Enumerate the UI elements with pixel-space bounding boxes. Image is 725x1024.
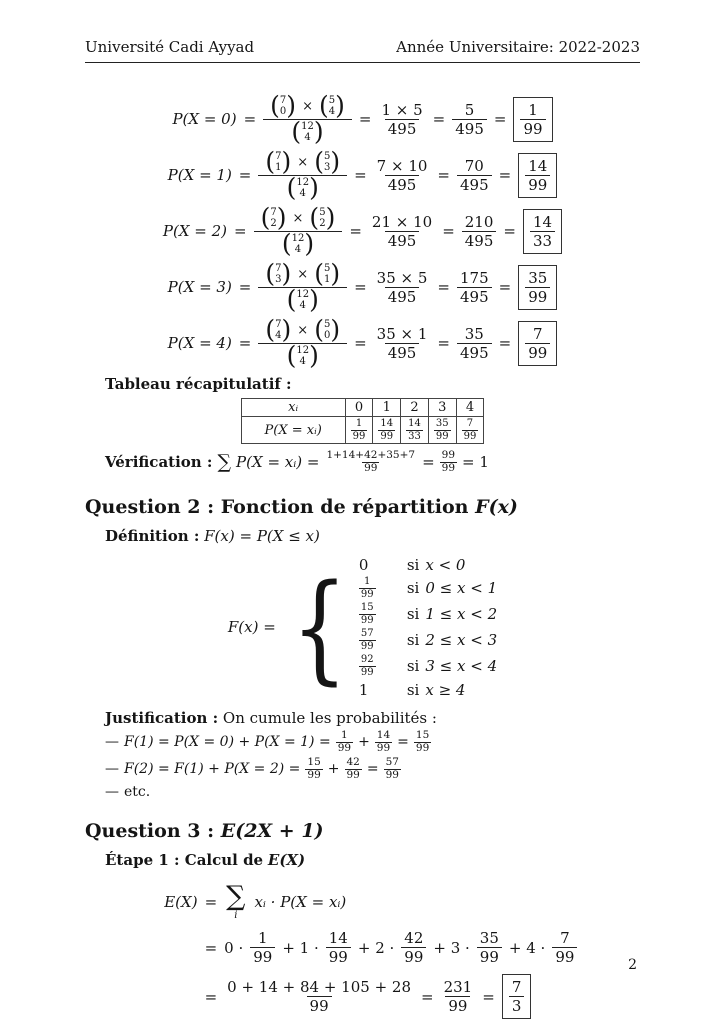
left-paren: ( (265, 315, 276, 344)
justification-section (105, 709, 640, 800)
question3-title: Question 3 : E(2X + 1) (85, 820, 324, 843)
table-cell: 3 (428, 399, 456, 417)
binom-bottom: 4 (304, 132, 311, 143)
binom-bottom: 4 (299, 356, 306, 367)
binom-top: 7 (275, 150, 282, 162)
right-paren: ) (325, 203, 336, 232)
dash-bullet: — (105, 784, 119, 801)
equation-lhs: P(X = 0) (172, 110, 237, 128)
equals-sign: = (204, 893, 218, 912)
justification-label: Justification : (105, 709, 219, 728)
left-paren: ( (286, 173, 297, 202)
equals-sign: = (493, 110, 507, 128)
binomial-coefficient (291, 117, 324, 146)
left-paren: ( (318, 91, 329, 120)
verification-fraction: $\frac{1+14+42+35+7}{99}$ (326, 449, 416, 474)
equals-sign: = (432, 110, 446, 128)
binomial-coefficient (286, 341, 319, 370)
times-sign: × (297, 322, 309, 338)
binom-top: 5 (328, 94, 336, 106)
binomial-coefficient (260, 203, 287, 232)
binom-top: 5 (323, 318, 331, 330)
table-cell: 2 (401, 399, 429, 417)
binomial-coefficient (286, 285, 319, 314)
answer-fraction: $\frac{14}{99}$ (525, 157, 550, 194)
academic-year: Année Universitaire: 2022-2023 (396, 38, 640, 56)
table-cell: $\frac{7}{99}$ (456, 417, 484, 444)
right-paren: ) (313, 117, 324, 146)
table-cell: 4 (456, 399, 484, 417)
reduced-fraction: $\frac{210}{495}$ (462, 213, 497, 250)
table-row-label: P(X = xᵢ) (241, 417, 345, 444)
equals-sign: = (238, 166, 252, 184)
equation-lhs: P(X = 4) (167, 334, 232, 352)
question2-title: Question 2 : Fonction de répartition F(x) (85, 496, 518, 519)
times-sign: × (297, 154, 309, 170)
table-header-xi: xᵢ (241, 399, 345, 417)
binomial-coefficient (318, 91, 345, 120)
equals-sign: = (354, 334, 367, 352)
times-sign: × (302, 98, 313, 114)
answer-fraction: $\frac{7}{99}$ (525, 325, 550, 362)
etape1-math: E(X) (267, 851, 306, 870)
boxed-answer (518, 153, 557, 198)
piecewise-row: $\frac{57}{99}$ si 2 ≤ x < 3 (360, 628, 498, 652)
binom-bottom: 3 (275, 274, 282, 285)
binom-top: 12 (296, 344, 310, 356)
times-sign: × (297, 266, 309, 282)
table-cell: $\frac{1}{99}$ (345, 417, 373, 444)
verification-line (105, 450, 640, 474)
binom-bottom: 3 (323, 162, 331, 173)
equals-sign: = (243, 110, 257, 128)
equals-sign: = (354, 278, 367, 296)
equals-sign: = (421, 987, 434, 1006)
right-paren: ) (286, 91, 297, 120)
verification-label: Vérification : (105, 453, 213, 472)
probability-equation (85, 91, 640, 147)
sum-symbol: ∑ (217, 451, 232, 474)
piecewise-row: $\frac{92}{99}$ si 3 ≤ x < 4 (360, 654, 498, 678)
left-paren: ( (309, 203, 320, 232)
justification-item: — F(2) = F(1) + P(X = 2) = $\frac{15}{99}$ + $\frac{42}{99}$ = $\frac{57}{99}$ (105, 756, 399, 781)
institution-name: Université Cadi Ayyad (85, 38, 255, 56)
left-paren: ( (291, 117, 302, 146)
expectation-line2: = 0 · $\frac{1}{99}$ + 1 · $\frac{14}{99}$ + 2 · $\frac{42}{99}$ + 3 · $\frac{35}{99}$ + 4 · $\frac{7}{99}$ (148, 929, 578, 966)
table-cell: $\frac{14}{99}$ (373, 417, 401, 444)
binomial-coefficient (314, 259, 341, 288)
product-fraction: $\frac{7 \times 10}{495}$ (376, 156, 428, 194)
product-fraction: $\frac{21 \times 10}{495}$ (371, 212, 433, 250)
binomial-fraction (263, 91, 352, 146)
binomial-coefficient (309, 203, 336, 232)
equals-sign: = (234, 222, 247, 240)
justification-item: — F(1) = P(X = 0) + P(X = 1) = $\frac{1}{99}$ + $\frac{14}{99}$ = $\frac{15}{99}$ (105, 729, 430, 754)
table-cell: $\frac{35}{99}$ (428, 417, 456, 444)
verification-expression: P(X = xᵢ) = (236, 453, 320, 472)
binom-top: 12 (301, 120, 314, 132)
probability-equation (85, 203, 640, 259)
table-probability-row (241, 417, 484, 444)
question2-title-math: F(x) (475, 496, 518, 519)
etape1-line (105, 851, 640, 869)
binom-bottom: 2 (319, 218, 326, 229)
equation-lhs: P(X = 2) (162, 222, 228, 240)
sum-symbol: ∑ i (226, 881, 246, 922)
equals-sign: = (358, 110, 372, 128)
left-paren: ( (260, 203, 271, 232)
binomial-coefficient (265, 315, 292, 344)
page-number: 2 (628, 957, 637, 973)
definition-math: F(x) = P(X ≤ x) (204, 527, 320, 546)
reduced-fraction: $\frac{231}{99}$ (443, 978, 473, 1016)
right-paren: ) (281, 259, 292, 288)
verification-result: = 1 (462, 453, 489, 472)
right-paren: ) (330, 147, 341, 176)
left-paren: ( (286, 285, 297, 314)
definition-line (105, 527, 640, 545)
definition-label: Définition : (105, 527, 200, 546)
binomial-coefficient (314, 315, 341, 344)
verification-fraction: $\frac{99}{99}$ (441, 449, 456, 474)
binom-top: 5 (323, 150, 331, 162)
equation-lhs: P(X = 3) (167, 278, 232, 296)
etape1-label: Étape 1 : Calcul de (105, 851, 264, 870)
left-paren: ( (281, 229, 292, 258)
probability-equations-section (85, 91, 640, 371)
boxed-answer (523, 209, 562, 254)
equals-sign: = (437, 334, 450, 352)
equals-sign: = (422, 453, 435, 472)
binomial-fraction (258, 315, 347, 370)
left-paren: ( (314, 147, 324, 176)
piecewise-row: 1 si x ≥ 4 (358, 680, 466, 699)
sum-fraction: $\frac{0 + 14 + 84 + 105 + 28}{99}$ (227, 978, 412, 1016)
right-paren: ) (281, 147, 292, 176)
question3-title-math: E(2X + 1) (220, 820, 324, 843)
binom-top: 5 (323, 262, 331, 274)
probability-equation (85, 315, 640, 371)
binom-top: 7 (275, 262, 282, 274)
piecewise-lhs: F(x) = (227, 618, 276, 637)
equals-sign: = (442, 222, 455, 240)
equation-lhs: P(X = 1) (167, 166, 232, 184)
right-paren: ) (309, 173, 319, 202)
equals-sign: = (238, 334, 252, 352)
binom-bottom: 1 (275, 162, 282, 173)
boxed-answer (513, 97, 552, 142)
expectation-line1 (148, 883, 578, 921)
equals-sign: = (238, 278, 252, 296)
equals-sign: = (437, 166, 450, 184)
binom-top: 7 (270, 206, 277, 218)
right-paren: ) (281, 315, 292, 344)
binomial-coefficient (265, 259, 292, 288)
equals-sign: = (204, 987, 218, 1006)
equals-sign: = (437, 278, 450, 296)
equals-sign: = (349, 222, 362, 240)
binom-top: 12 (296, 288, 310, 300)
answer-fraction: $\frac{35}{99}$ (525, 269, 550, 306)
binom-top: 5 (319, 206, 326, 218)
reduced-fraction: $\frac{35}{495}$ (457, 325, 492, 362)
left-paren: ( (270, 91, 280, 120)
equals-sign: = (204, 938, 218, 957)
binom-top: 7 (275, 318, 282, 330)
table-cell: 1 (373, 399, 401, 417)
binomial-coefficient (314, 147, 341, 176)
binom-bottom: 0 (279, 106, 287, 117)
summary-table (241, 398, 485, 444)
left-paren: ( (265, 147, 276, 176)
equals-sign: = (482, 987, 495, 1006)
equals-sign: = (498, 334, 512, 352)
binom-bottom: 4 (299, 188, 306, 199)
right-paren: ) (335, 91, 345, 120)
boxed-answer: $\frac{7}{3}$ (502, 974, 532, 1019)
left-paren: ( (265, 259, 276, 288)
binom-top: 12 (291, 232, 305, 244)
reduced-fraction: $\frac{70}{495}$ (457, 157, 492, 194)
answer-fraction: $\frac{1}{99}$ (520, 101, 545, 138)
expectation-line3 (148, 974, 578, 1019)
dash-bullet: — (105, 761, 119, 778)
probability-equation (85, 259, 640, 315)
binom-top: 12 (296, 176, 310, 188)
probability-equation (85, 147, 640, 203)
binomial-coefficient (286, 173, 319, 202)
piecewise-rows (359, 555, 497, 699)
equals-sign: = (503, 222, 516, 240)
piecewise-row: 0 si x < 0 (358, 555, 466, 574)
binomial-coefficient (270, 91, 297, 120)
left-paren: ( (314, 315, 324, 344)
times-sign: × (292, 210, 304, 226)
piecewise-row: $\frac{1}{99}$ si 0 ≤ x < 1 (360, 576, 498, 600)
boxed-answer (518, 321, 557, 366)
expectation-block (148, 883, 578, 1019)
table-cell: 0 (345, 399, 373, 417)
right-paren: ) (330, 259, 341, 288)
piecewise-function: F(x) = { 0 si x < 0 $\frac{1}{99}$ si 0 ≤ x < 1 $\frac{15}{99}$ si 1 ≤ x < 2 $\frac{57}{99}$ si 2 ≤ x < 3 $\frac{92}{99}$ si 3 ≤ x < 4 1 si x ≥ 4 (227, 555, 498, 699)
right-paren: ) (276, 203, 287, 232)
binomial-fraction (258, 259, 347, 314)
equals-sign: = (354, 166, 367, 184)
right-paren: ) (309, 341, 319, 370)
left-paren: ( (286, 341, 297, 370)
boxed-answer (518, 265, 557, 310)
dash-bullet: — (105, 734, 119, 751)
table-header-row (241, 399, 484, 417)
binom-bottom: 1 (323, 274, 331, 285)
binom-bottom: 2 (270, 218, 277, 229)
product-fraction: $\frac{1 \times 5}{495}$ (381, 100, 423, 138)
binomial-coefficient (265, 147, 292, 176)
reduced-fraction: $\frac{175}{495}$ (457, 269, 492, 306)
justification-intro: Justification : On cumule les probabilités : (105, 709, 437, 728)
binom-bottom: 4 (294, 244, 302, 255)
equals-sign: = (498, 278, 512, 296)
product-fraction: $\frac{35 \times 5}{495}$ (376, 268, 428, 306)
justification-item: — etc. (105, 784, 151, 801)
left-paren: ( (314, 259, 324, 288)
binomial-fraction (254, 203, 343, 258)
binom-bottom: 4 (299, 300, 306, 311)
piecewise-row: $\frac{15}{99}$ si 1 ≤ x < 2 (360, 602, 498, 626)
binom-top: 7 (279, 94, 287, 106)
right-paren: ) (309, 285, 319, 314)
answer-fraction: $\frac{14}{33}$ (530, 213, 555, 250)
expectation-lhs: E(X) (164, 893, 198, 912)
reduced-fraction: $\frac{5}{495}$ (452, 101, 487, 138)
binom-bottom: 4 (328, 106, 336, 117)
binomial-coefficient (281, 229, 315, 258)
right-paren: ) (330, 315, 341, 344)
expectation-sum-terms: xᵢ · P(X = xᵢ) (254, 893, 347, 912)
binomial-fraction (258, 147, 347, 202)
table-cell: $\frac{14}{33}$ (401, 417, 429, 444)
right-paren: ) (304, 229, 315, 258)
equals-sign: = (498, 166, 512, 184)
binom-bottom: 4 (275, 330, 282, 341)
table-title: Tableau récapitulatif : (105, 375, 292, 393)
product-fraction: $\frac{35 \times 1}{495}$ (376, 324, 428, 362)
page-header (85, 38, 640, 63)
binom-bottom: 0 (323, 330, 331, 341)
